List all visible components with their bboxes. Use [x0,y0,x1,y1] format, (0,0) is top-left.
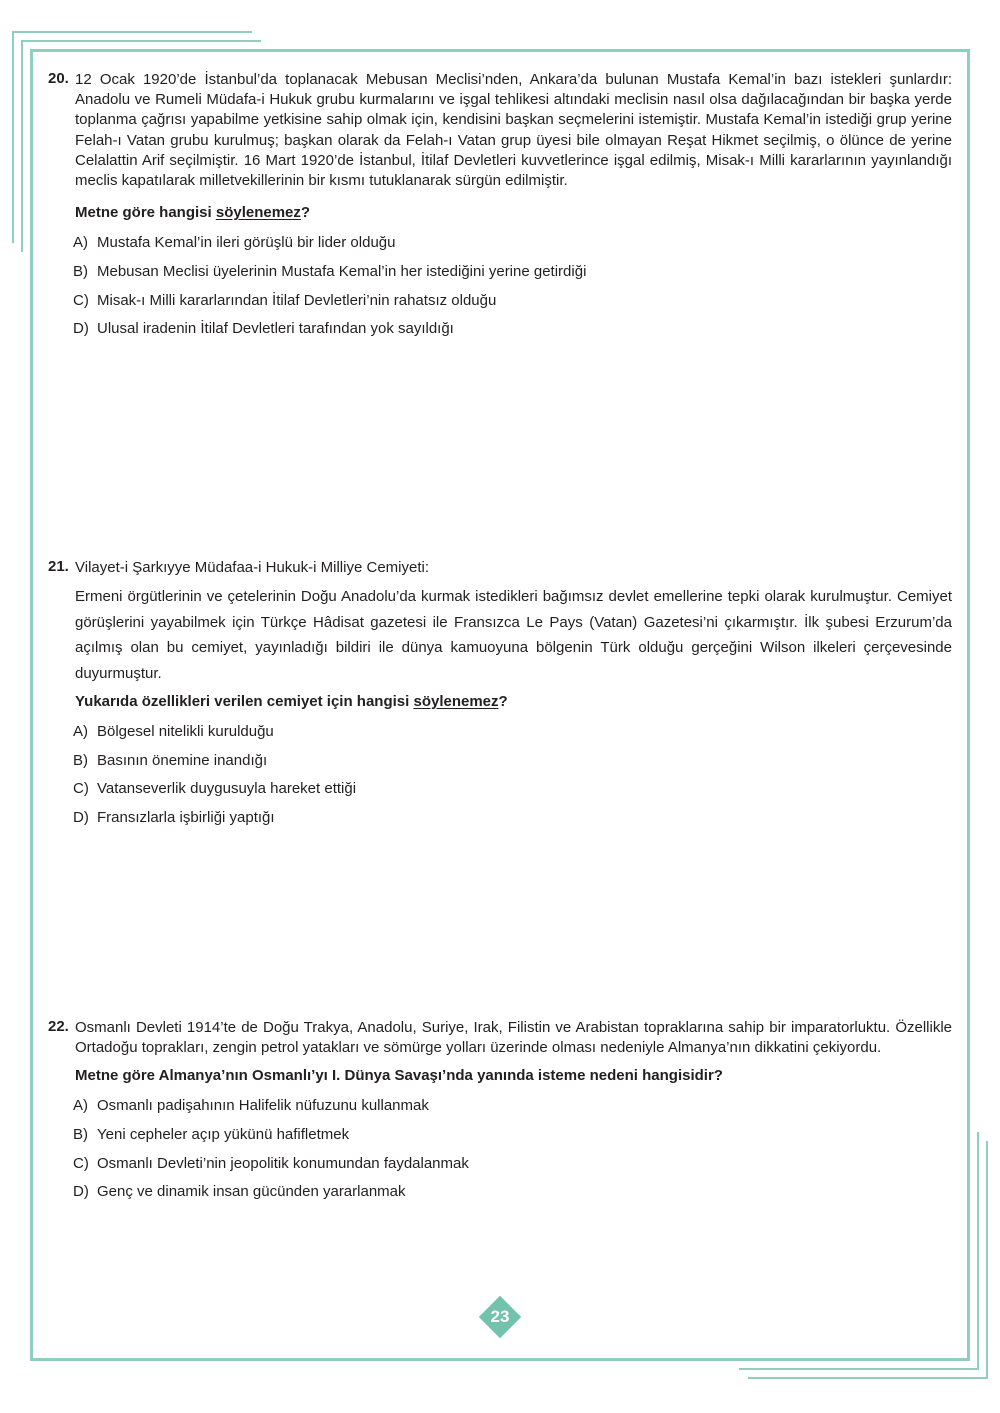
option-letter: B) [73,1126,88,1144]
option-text: Mustafa Kemal’in ileri görüşlü bir lider olduğu [97,234,396,252]
frame-left-inner [30,49,33,1361]
page-number-badge [482,1299,518,1335]
option-text: Ulusal iradenin İtilaf Devletleri tarafından yok sayıldığı [97,320,454,338]
question-text: 12 Ocak 1920’de İstanbul’da toplanacak Mebusan Meclisi’nden, Ankara’da bulunan Mustafa Kemal’in bazı istekleri şunlardır: Anadolu ve Rumeli Müdafa-i Hukuk grubu kurmalarını ve işgal tehlikesi altındaki meclisin nasıl olsa dağılacağından bir başka yerde toplanma çağrısı yapabilme yetkisine sahip olmak için, kendisini başkan seçmelerini istemiştir. Mustafa Kemal’in istediği grup yerine Felah-ı Vatan grubu kurulmuş; başkan olarak da Felah-ı Vatan grup üyesi bile olmayan Reşat Hikmet seçilmiş, o ölünce de yerine Celalattin Arif seçilmiştir. 16 Mart 1920’de İstanbul, İtilaf Devletleri kuvvetlerince işgal edilmiş, Misak-ı Milli kararlarının yayınlandığı meclis kapatılarak milletvekillerinin bir kısmı tutuklanarak sürgün edilmiştir. [75,71,952,190]
question-heading: Vilayet-i Şarkıyye Müdafaa-i Hukuk-i Milliye Cemiyeti: [75,559,429,576]
option-d[interactable] [73,1182,952,1211]
option-letter: B) [73,751,88,769]
option-b[interactable] [73,751,952,780]
option-c[interactable] [73,291,952,320]
question-number: 20. [48,70,69,87]
frame-accent-left-2 [21,40,23,252]
prompt-end: ? [300,204,311,222]
option-b[interactable] [73,1125,952,1154]
question-prompt: Metne göre Almanya’nın Osmanlı’yı I. Dünya Savaşı’nda yanında isteme nedeni hangisidir? [75,1067,723,1085]
option-d[interactable] [73,319,952,348]
question-body [75,1018,952,1211]
option-text: Yeni cepheler açıp yükünü hafifletmek [97,1126,350,1144]
option-text: Misak-ı Milli kararlarından İtilaf Devletleri’nin rahatsız olduğu [97,291,497,309]
page-number: 23 [490,1307,510,1326]
question-text: Osmanlı Devleti 1914’te de Doğu Trakya, Anadolu, Suriye, Irak, Filistin ve Arabistan topraklarına sahip bir imparatorluktu. Özellikle Ortadoğu toprakları, zengin petrol yatakları ve sömürge yolları üzerinde olması nedeniyle Almanya’nın dikkatini çekiyordu. [75,1019,952,1057]
prompt-text: Metne göre hangisi [75,204,216,222]
option-letter: A) [73,1097,88,1115]
prompt-underlined: söylenemez [215,204,301,222]
option-c[interactable] [73,779,952,808]
options-list [73,1096,952,1211]
frame-accent-top-2 [21,40,261,42]
option-letter: D) [73,320,89,338]
option-letter: B) [73,262,88,280]
frame-right-inner [967,49,970,1361]
frame-accent-right-1 [977,1132,979,1370]
option-text: Osmanlı Devleti’nin jeopolitik konumundan faydalanmak [97,1154,469,1172]
question-21 [48,558,952,837]
option-letter: A) [73,234,88,252]
frame-accent-bottom-2 [748,1377,988,1379]
option-letter: C) [73,291,89,309]
option-b[interactable] [73,262,952,291]
option-d[interactable] [73,808,952,837]
frame-accent-right-2 [986,1141,988,1379]
option-c[interactable] [73,1154,952,1183]
question-body [75,558,952,837]
question-number: 21. [48,558,69,575]
option-text: Vatanseverlik duygusuyla hareket ettiği [97,780,357,798]
question-number: 22. [48,1018,69,1035]
option-text: Bölgesel nitelikli kurulduğu [97,723,274,740]
option-letter: D) [73,809,89,827]
option-text: Mebusan Meclisi üyelerinin Mustafa Kemal’in her istediğini yerine getirdiği [97,262,587,280]
option-text: Basının önemine inandığı [97,751,268,769]
option-letter: A) [73,723,88,740]
frame-bottom-inner [30,1358,970,1361]
option-letter: D) [73,1183,89,1201]
frame-accent-bottom-1 [739,1368,979,1370]
question-prompt [75,692,952,712]
option-letter: C) [73,780,89,798]
prompt-end: ? [498,693,508,710]
option-text: Osmanlı padişahının Halifelik nüfuzunu kullanmak [97,1097,429,1115]
option-a[interactable] [73,1096,952,1125]
prompt-underlined: söylenemez [413,693,499,710]
options-list [73,233,952,348]
question-prompt [75,203,952,223]
prompt-text: Yukarıda özellikleri verilen cemiyet için hangisi [75,693,414,710]
question-text: Ermeni örgütlerinin ve çetelerinin Doğu Anadolu’da kurmak istedikleri bağımsız devlet emellerine tepki olarak kurulmuştur. Cemiyet görüşlerini yayabilmek için Türkçe Hâdisat gazetesi ile Fransızca Le Pays (Vatan) Gazetesi’ni çıkarmıştır. İlk şubesi Erzurum’da açılmış olan bu cemiyet, yayınladığı bildiri ile dünya kamuoyuna bölgenin Türk olduğu gerçeğini Wilson ilkeleri çerçevesinde duyurmuştur. [75,588,952,682]
option-a[interactable] [73,233,952,262]
frame-accent-top-1 [12,31,252,33]
question-20 [48,70,952,348]
option-text: Genç ve dinamik insan gücünden yararlanmak [97,1183,406,1201]
option-letter: C) [73,1154,89,1172]
options-list [73,722,952,837]
option-a[interactable] [73,722,952,751]
question-body [75,70,952,348]
option-text: Fransızlarla işbirliği yaptığı [97,809,275,827]
frame-top-inner [30,49,970,52]
question-22 [48,1018,952,1211]
frame-accent-left-1 [12,31,14,243]
